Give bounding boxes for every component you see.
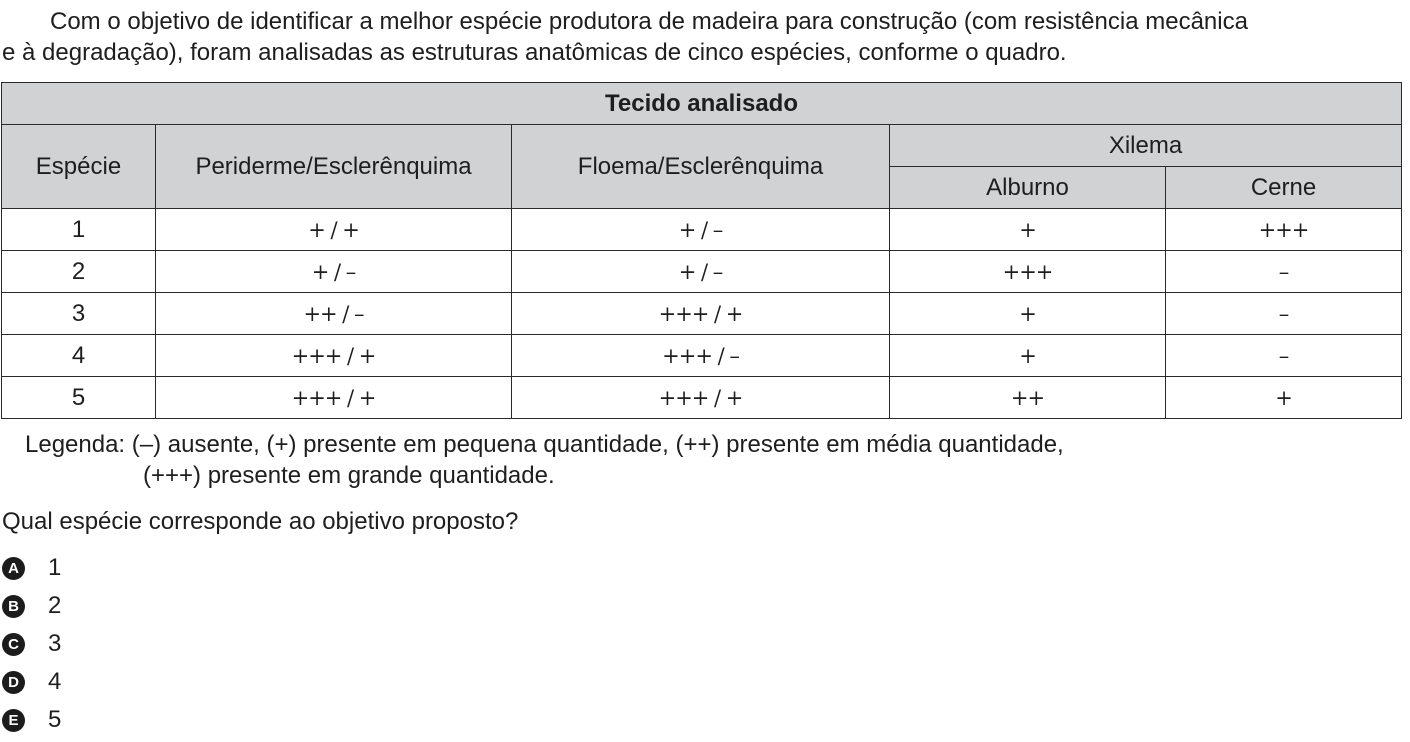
cell-periderme: + / + [156, 209, 512, 251]
question-text: Qual espécie corresponde ao objetivo proposto? [2, 508, 519, 535]
cell-floema: +++ / + [512, 293, 890, 335]
option-c[interactable] [2, 625, 61, 663]
option-text: 2 [48, 592, 62, 619]
header-alburno: Alburno [890, 167, 1166, 209]
answer-options [2, 549, 61, 739]
cell-species: 5 [2, 377, 156, 419]
cell-cerne: – [1166, 251, 1402, 293]
intro-line-2: e à degradação), foram analisadas as estruturas anatômicas de cinco espécies, conforme o quadro. [2, 39, 1067, 66]
cell-cerne: + [1166, 377, 1402, 419]
cell-floema: + / – [512, 209, 890, 251]
option-letter-badge: C [2, 633, 25, 656]
cell-floema: +++ / – [512, 335, 890, 377]
cell-alburno: + [890, 209, 1166, 251]
option-letter-badge: B [2, 595, 25, 618]
cell-species: 1 [2, 209, 156, 251]
cell-alburno: + [890, 335, 1166, 377]
option-text: 4 [48, 668, 62, 695]
option-text: 5 [48, 706, 62, 733]
table-title: Tecido analisado [2, 83, 1402, 125]
option-letter-badge: D [2, 671, 25, 694]
option-text: 1 [48, 554, 62, 581]
species-table [1, 82, 1402, 419]
header-species: Espécie [2, 125, 156, 209]
cell-periderme: + / – [156, 251, 512, 293]
cell-alburno: +++ [890, 251, 1166, 293]
legend-line-2: (+++) presente em grande quantidade. [143, 462, 555, 489]
table-legend [25, 429, 1064, 491]
table-row [2, 293, 1402, 335]
cell-species: 4 [2, 335, 156, 377]
cell-periderme: +++ / + [156, 377, 512, 419]
cell-periderme: ++ / – [156, 293, 512, 335]
option-e[interactable] [2, 701, 61, 739]
header-floema: Floema/Esclerênquima [512, 125, 890, 209]
header-xilema: Xilema [890, 125, 1402, 167]
cell-species: 3 [2, 293, 156, 335]
cell-periderme: +++ / + [156, 335, 512, 377]
option-letter-badge: A [2, 557, 25, 580]
option-text: 3 [48, 630, 62, 657]
option-letter-badge: E [2, 709, 25, 732]
cell-species: 2 [2, 251, 156, 293]
intro-text [2, 6, 1408, 68]
table-row [2, 335, 1402, 377]
cell-alburno: ++ [890, 377, 1166, 419]
table-row [2, 251, 1402, 293]
option-a[interactable] [2, 549, 61, 587]
cell-floema: + / – [512, 251, 890, 293]
header-periderme: Periderme/Esclerênquima [156, 125, 512, 209]
intro-line-1: Com o objetivo de identificar a melhor espécie produtora de madeira para construção (com resistência mecânica [50, 8, 1248, 35]
cell-cerne: – [1166, 335, 1402, 377]
cell-floema: +++ / + [512, 377, 890, 419]
table-row [2, 209, 1402, 251]
cell-cerne: +++ [1166, 209, 1402, 251]
option-b[interactable] [2, 587, 61, 625]
cell-alburno: + [890, 293, 1166, 335]
cell-cerne: – [1166, 293, 1402, 335]
header-cerne: Cerne [1166, 167, 1402, 209]
table-row [2, 377, 1402, 419]
option-d[interactable] [2, 663, 61, 701]
legend-line-1: Legenda: (–) ausente, (+) presente em pequena quantidade, (++) presente em média quantidade, [25, 431, 1064, 458]
